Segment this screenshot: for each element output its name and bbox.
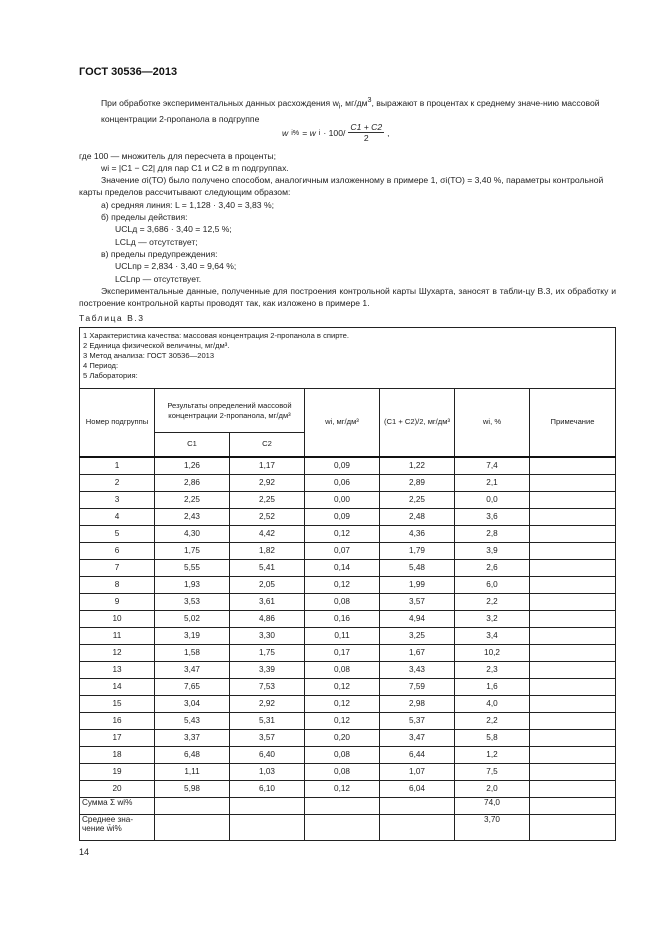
line-lcl-pr: LCLпр — отсутствует. bbox=[115, 274, 202, 284]
note-cell bbox=[530, 695, 616, 712]
table-cell: 1,6 bbox=[455, 678, 530, 695]
p1c-text: , выражают в процентах к среднему значе-нию массовой концентрации 2-пропанола в подгруппе bbox=[101, 97, 600, 124]
table-cell: 3,25 bbox=[380, 627, 455, 644]
table-cell: 3,9 bbox=[455, 542, 530, 559]
info-line: 2 Единица физической величины, мг/дм³. bbox=[83, 341, 230, 350]
table-cell: 0,08 bbox=[305, 763, 380, 780]
table-cell: 2,0 bbox=[455, 780, 530, 797]
table-cell: 15 bbox=[80, 695, 155, 712]
table-cell: 16 bbox=[80, 712, 155, 729]
table-cell: 6,0 bbox=[455, 576, 530, 593]
table-row bbox=[80, 695, 616, 712]
table-cell: 10 bbox=[80, 610, 155, 627]
note-cell bbox=[530, 542, 616, 559]
table-cell: 7,53 bbox=[230, 678, 305, 695]
document-title: ГОСТ 30536—2013 bbox=[79, 66, 178, 78]
header-wpct: wi, % bbox=[455, 389, 530, 457]
formula bbox=[282, 122, 390, 143]
table-cell: 2,92 bbox=[230, 474, 305, 491]
table-cell: 4,94 bbox=[380, 610, 455, 627]
table-cell: 7,65 bbox=[155, 678, 230, 695]
table-cell: 0,12 bbox=[305, 695, 380, 712]
table-cell: 3,19 bbox=[155, 627, 230, 644]
line-experimental: Экспериментальные данные, полученные для построения контрольной карты Шухарта, заносят в табли-цу В.3, их обработку и построение контрольной карты проводят так, как изложено в примере 1. bbox=[79, 286, 616, 309]
table-row bbox=[80, 763, 616, 780]
data-table bbox=[79, 327, 616, 841]
line-a: а) средняя линия: L = 1,128 · 3,40 = 3,83 %; bbox=[101, 200, 274, 210]
table-cell: 0,12 bbox=[305, 678, 380, 695]
table-cell: 4,86 bbox=[230, 610, 305, 627]
sum-label: Сумма Σ wi% bbox=[80, 797, 155, 814]
table-cell: 6,40 bbox=[230, 746, 305, 763]
header-mean: (C1 + C2)/2, мг/дм³ bbox=[380, 389, 455, 457]
table-cell: 1,03 bbox=[230, 763, 305, 780]
table-cell: 2,25 bbox=[155, 491, 230, 508]
p1b-text: , мг/дм bbox=[340, 97, 368, 108]
table-cell: 2,52 bbox=[230, 508, 305, 525]
table-cell: 0,08 bbox=[305, 746, 380, 763]
table-cell: 3,57 bbox=[380, 593, 455, 610]
table-cell: 1,93 bbox=[155, 576, 230, 593]
note-cell bbox=[530, 593, 616, 610]
table-cell: 2,1 bbox=[455, 474, 530, 491]
table-row bbox=[80, 746, 616, 763]
table-cell: 0,09 bbox=[305, 457, 380, 475]
formula-mid: · 100/ bbox=[323, 127, 346, 138]
table-row bbox=[80, 780, 616, 797]
table-row bbox=[80, 508, 616, 525]
table-cell: 8 bbox=[80, 576, 155, 593]
header-note: Примечание bbox=[530, 389, 616, 457]
table-cell: 4,30 bbox=[155, 525, 230, 542]
table-cell: 1,26 bbox=[155, 457, 230, 475]
line-lcl-d: LCLд — отсутствует; bbox=[115, 237, 198, 247]
table-cell: 1 bbox=[80, 457, 155, 475]
table-cell: 5,48 bbox=[380, 559, 455, 576]
table-cell: 2,2 bbox=[455, 593, 530, 610]
table-cell: 6,10 bbox=[230, 780, 305, 797]
note-cell bbox=[530, 576, 616, 593]
table-cell: 7,59 bbox=[380, 678, 455, 695]
table-cell: 2,92 bbox=[230, 695, 305, 712]
table-cell: 7 bbox=[80, 559, 155, 576]
header-results: Результаты определений массовой концентрации 2-пропанола, мг/дм³ bbox=[155, 389, 305, 433]
table-cell: 6 bbox=[80, 542, 155, 559]
note-cell bbox=[530, 627, 616, 644]
table-cell: 1,82 bbox=[230, 542, 305, 559]
table-cell: 1,2 bbox=[455, 746, 530, 763]
table-cell: 2,43 bbox=[155, 508, 230, 525]
table-cell: 12 bbox=[80, 644, 155, 661]
p1-sup: 3 bbox=[367, 96, 372, 104]
table-cell: 1,99 bbox=[380, 576, 455, 593]
table-cell: 5,02 bbox=[155, 610, 230, 627]
table-cell: 0,16 bbox=[305, 610, 380, 627]
table-cell: 3,43 bbox=[380, 661, 455, 678]
table-cell: 5,37 bbox=[380, 712, 455, 729]
table-cell: 0,0 bbox=[455, 491, 530, 508]
table-cell: 0,00 bbox=[305, 491, 380, 508]
table-cell: 3,2 bbox=[455, 610, 530, 627]
table-row bbox=[80, 712, 616, 729]
table-cell: 2,86 bbox=[155, 474, 230, 491]
line-c: в) пределы предупреждения: bbox=[101, 249, 218, 259]
note-cell bbox=[530, 746, 616, 763]
table-caption: Таблица В.3 bbox=[79, 313, 145, 323]
table-cell: 5,41 bbox=[230, 559, 305, 576]
table-cell: 1,22 bbox=[380, 457, 455, 475]
table-cell: 6,04 bbox=[380, 780, 455, 797]
table-cell: 1,07 bbox=[380, 763, 455, 780]
table-cell: 20 bbox=[80, 780, 155, 797]
note-cell bbox=[530, 780, 616, 797]
table-cell: 0,12 bbox=[305, 712, 380, 729]
table-cell: 1,11 bbox=[155, 763, 230, 780]
intro-paragraph bbox=[79, 94, 616, 125]
info-line: 3 Метод анализа: ГОСТ 30536—2013 bbox=[83, 351, 215, 360]
table-cell: 7,5 bbox=[455, 763, 530, 780]
formula-lhs: w bbox=[282, 127, 289, 138]
table-cell: 3 bbox=[80, 491, 155, 508]
table-cell: 1,67 bbox=[380, 644, 455, 661]
note-cell bbox=[530, 678, 616, 695]
table-cell: 0,07 bbox=[305, 542, 380, 559]
formula-denominator: 2 bbox=[363, 133, 369, 143]
header-c1: C1 bbox=[155, 433, 230, 457]
table-cell: 0,08 bbox=[305, 593, 380, 610]
table-cell: 5 bbox=[80, 525, 155, 542]
table-cell: 3,04 bbox=[155, 695, 230, 712]
table-row bbox=[80, 474, 616, 491]
table-cell: 2,25 bbox=[230, 491, 305, 508]
formula-eq: = w bbox=[302, 127, 316, 138]
table-row bbox=[80, 593, 616, 610]
table-row bbox=[80, 729, 616, 746]
mean-label: Среднее зна-чение w̄i% bbox=[80, 814, 155, 840]
table-cell: 0,12 bbox=[305, 525, 380, 542]
table-cell: 0,09 bbox=[305, 508, 380, 525]
table-cell: 4,36 bbox=[380, 525, 455, 542]
table-cell: 11 bbox=[80, 627, 155, 644]
table-cell: 19 bbox=[80, 763, 155, 780]
table-cell: 4,42 bbox=[230, 525, 305, 542]
line-ucl-d: UCLд = 3,686 · 3,40 = 12,5 %; bbox=[115, 224, 232, 234]
table-cell: 0,08 bbox=[305, 661, 380, 678]
table-cell: 13 bbox=[80, 661, 155, 678]
table-row bbox=[80, 576, 616, 593]
header-c2: C2 bbox=[230, 433, 305, 457]
table-cell: 5,98 bbox=[155, 780, 230, 797]
table-cell: 1,58 bbox=[155, 644, 230, 661]
table-cell: 2,6 bbox=[455, 559, 530, 576]
table-cell: 2,98 bbox=[380, 695, 455, 712]
note-cell bbox=[530, 661, 616, 678]
table-cell: 0,12 bbox=[305, 576, 380, 593]
table-cell: 6,48 bbox=[155, 746, 230, 763]
table-cell: 5,43 bbox=[155, 712, 230, 729]
table-cell: 0,06 bbox=[305, 474, 380, 491]
formula-numerator: C1 + C2 bbox=[350, 122, 383, 132]
info-line: 1 Характеристика качества: массовая концентрация 2-пропанола в спирте. bbox=[83, 331, 350, 340]
header-group: Номер подгруппы bbox=[80, 389, 155, 457]
table-cell: 3,4 bbox=[455, 627, 530, 644]
table-cell: 14 bbox=[80, 678, 155, 695]
note-cell bbox=[530, 474, 616, 491]
table-cell: 3,47 bbox=[155, 661, 230, 678]
table-cell: 10,2 bbox=[455, 644, 530, 661]
table-cell: 3,39 bbox=[230, 661, 305, 678]
table-cell: 2,05 bbox=[230, 576, 305, 593]
note-cell bbox=[530, 457, 616, 475]
table-cell: 2 bbox=[80, 474, 155, 491]
formula-lhs-sub: i% bbox=[291, 128, 300, 137]
table-row bbox=[80, 559, 616, 576]
info-line: 5 Лаборатория: bbox=[83, 371, 138, 380]
line-b: б) пределы действия: bbox=[101, 212, 188, 222]
table-row bbox=[80, 457, 616, 475]
line-ucl-pr: UCLпр = 2,834 · 3,40 = 9,64 %; bbox=[115, 261, 237, 271]
table-cell: 2,3 bbox=[455, 661, 530, 678]
note-cell bbox=[530, 491, 616, 508]
note-cell bbox=[530, 763, 616, 780]
table-row bbox=[80, 525, 616, 542]
table-row bbox=[80, 678, 616, 695]
note-cell bbox=[530, 644, 616, 661]
table-cell: 2,89 bbox=[380, 474, 455, 491]
line-sigma: Значение σi(TO) было получено способом, аналогичным изложенному в примере 1, σi(TO) = 3,40 %, параметры контрольной карты пределов рассчитывают следующим образом: bbox=[79, 175, 604, 198]
table-cell: 4,0 bbox=[455, 695, 530, 712]
note-cell bbox=[530, 525, 616, 542]
table-row bbox=[80, 644, 616, 661]
table-cell: 3,53 bbox=[155, 593, 230, 610]
table-cell: 7,4 bbox=[455, 457, 530, 475]
table-row bbox=[80, 542, 616, 559]
p1-text: При обработке экспериментальных данных расхождения w bbox=[101, 97, 339, 108]
table-cell: 3,47 bbox=[380, 729, 455, 746]
table-cell: 0,17 bbox=[305, 644, 380, 661]
table-cell: 0,12 bbox=[305, 780, 380, 797]
mean-value: 3,70 bbox=[455, 814, 530, 840]
table-row bbox=[80, 627, 616, 644]
note-cell bbox=[530, 508, 616, 525]
table-cell: 1,79 bbox=[380, 542, 455, 559]
table-cell: 0,20 bbox=[305, 729, 380, 746]
line-where: где 100 — множитель для пересчета в проценты; bbox=[79, 151, 276, 161]
formula-end: , bbox=[387, 127, 390, 138]
table-row bbox=[80, 661, 616, 678]
formula-fraction bbox=[348, 122, 384, 143]
table-cell: 3,61 bbox=[230, 593, 305, 610]
note-cell bbox=[530, 729, 616, 746]
table-cell: 1,17 bbox=[230, 457, 305, 475]
table-cell: 5,8 bbox=[455, 729, 530, 746]
page-number: 14 bbox=[79, 847, 90, 857]
line-wi: wi = |C1 − C2| для пар C1 и C2 в m подгруппах. bbox=[101, 163, 289, 173]
table-cell: 3,57 bbox=[230, 729, 305, 746]
formula-eq-sub: i bbox=[318, 128, 321, 137]
table-cell: 3,30 bbox=[230, 627, 305, 644]
table-cell: 2,2 bbox=[455, 712, 530, 729]
table-cell: 6,44 bbox=[380, 746, 455, 763]
table-cell: 0,14 bbox=[305, 559, 380, 576]
note-cell bbox=[530, 610, 616, 627]
table-row bbox=[80, 610, 616, 627]
info-line: 4 Период: bbox=[83, 361, 119, 370]
note-cell bbox=[530, 559, 616, 576]
table-cell: 5,31 bbox=[230, 712, 305, 729]
table-cell: 18 bbox=[80, 746, 155, 763]
header-wi: wi, мг/дм³ bbox=[305, 389, 380, 457]
sum-value: 74,0 bbox=[455, 797, 530, 814]
table-cell: 3,6 bbox=[455, 508, 530, 525]
table-cell: 5,55 bbox=[155, 559, 230, 576]
table-cell: 1,75 bbox=[155, 542, 230, 559]
table-cell: 2,25 bbox=[380, 491, 455, 508]
table-row bbox=[80, 491, 616, 508]
table-cell: 2,48 bbox=[380, 508, 455, 525]
table-cell: 3,37 bbox=[155, 729, 230, 746]
table-cell: 1,75 bbox=[230, 644, 305, 661]
p1-sub: i bbox=[338, 102, 341, 111]
table-info bbox=[80, 328, 616, 389]
table-cell: 9 bbox=[80, 593, 155, 610]
table-cell: 0,11 bbox=[305, 627, 380, 644]
note-cell bbox=[530, 712, 616, 729]
table-cell: 2,8 bbox=[455, 525, 530, 542]
table-cell: 4 bbox=[80, 508, 155, 525]
table-cell: 17 bbox=[80, 729, 155, 746]
